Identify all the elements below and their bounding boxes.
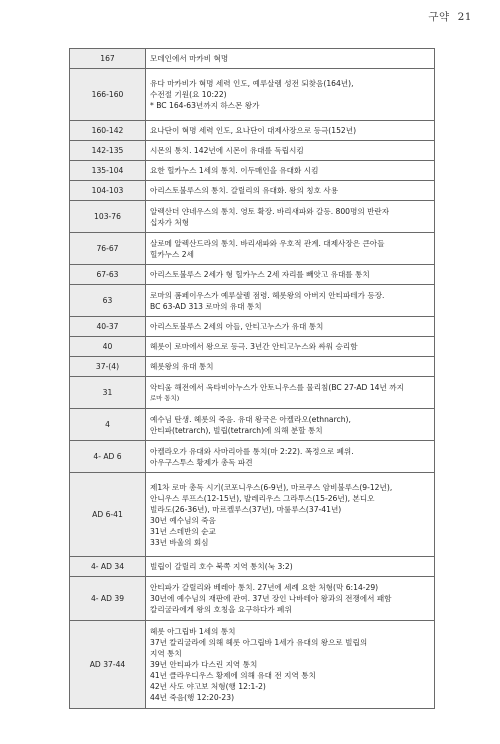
table-row [70,121,435,141]
event-cell [146,121,435,141]
table-row [70,337,435,357]
table-row [70,357,435,377]
year-cell: AD 37-44 [70,621,146,709]
event-line: 빌립이 갈릴리 호수 북쪽 지역 통치(눅 3:2) [150,562,293,571]
event-line: 41년 클라우디우스 황제에 의해 유대 전 지역 통치 [150,671,316,680]
table-row [70,201,435,233]
event-line: 헤롯이 로마에서 왕으로 등극. 3년간 안티고누스와 싸워 승리함 [150,342,358,351]
event-cell [146,621,435,709]
header-book-title: 구약 [428,11,450,23]
running-header [428,9,472,24]
table-row [70,49,435,69]
event-cell [146,285,435,317]
event-line: 요한 힐카누스 1세의 통치. 이두매인을 유대화 시킴 [150,166,319,175]
event-cell [146,337,435,357]
event-line: 요나단이 혁명 세력 인도, 요나단이 대제사장으로 등극(152년) [150,126,357,135]
event-line: 십자가 처형 [150,217,190,227]
event-line: 예수님 탄생. 헤롯의 죽음. 유대 왕국은 아켈라오(ethnarch), [150,414,351,424]
event-line: 제1차 로마 총독 시기(코포니우스(6-9년), 마르쿠스 암비불루스(9-12년), [150,482,393,492]
event-line: 빌라도(26-36년), 마르켈루스(37년), 마룰루스(37-41년) [150,504,342,514]
year-cell: 31 [70,377,146,409]
event-line: 로마 통치) [150,393,180,402]
year-cell: 167 [70,49,146,69]
event-line: 유다 마카비가 혁명 세력 인도, 예루살렘 성전 되찾음(164년), [150,79,354,88]
event-line: 안티파(tetrarch), 빌립(tetrarch)에 의해 분할 통치 [150,425,323,435]
event-line: 39년 안티파가 다스린 지역 통치 [150,660,258,669]
year-cell: 63 [70,285,146,317]
event-cell [146,141,435,161]
table-row [70,161,435,181]
event-line: 아리스토불루스 2세가 형 힐카누스 2세 자리를 빼앗고 유대를 통치 [150,270,370,279]
event-line: 로마의 폼페이우스가 예루살렘 점령. 헤롯왕의 아버지 안티파테가 등장. [150,290,385,300]
table-row [70,577,435,621]
event-line: 30년에 예수님의 재판에 관여. 37년 장인 나바테아 왕과의 전쟁에서 패함 [150,594,392,603]
event-cell [146,265,435,285]
year-cell: 40 [70,337,146,357]
page-number: 21 [457,11,472,23]
table-row [70,377,435,409]
year-cell: 4- AD 34 [70,557,146,577]
event-line: 31년 스데반의 순교 [150,526,216,536]
event-line: 헤롯왕의 유대 통치 [150,362,214,371]
year-cell: 166-160 [70,69,146,121]
year-cell: 104-103 [70,181,146,201]
year-cell: 103-76 [70,201,146,233]
event-cell [146,233,435,265]
event-line: 아리스토불루스의 통치. 갈릴리의 유대화. 왕의 칭호 사용 [150,186,339,195]
event-line: 힐카누스 2세 [150,249,194,259]
event-line: 칼리굴라에게 왕의 호칭을 요구하다가 폐위 [150,605,292,614]
event-line: 아켈라오가 유대와 사마리아를 통치(마 2:22). 폭정으로 폐위. [150,446,354,456]
event-cell [146,69,435,121]
event-cell [146,201,435,233]
event-line: 33년 바울의 회심 [150,537,209,547]
year-cell: 37-(4) [70,357,146,377]
event-line: 악티움 해전에서 옥타비아누스가 안토니우스를 물리침(BC 27-AD 14년 까지 [150,382,404,392]
event-line: 안티파가 갈릴리와 베레아 통치. 27년에 세례 요한 처형(막 6:14-29) [150,583,379,592]
event-line: 시몬의 통치. 142년에 시몬이 유대를 독립시킴 [150,146,304,155]
event-cell [146,357,435,377]
event-line: 아우구스투스 황제가 총독 파견 [150,457,253,467]
year-cell: AD 6-41 [70,473,146,557]
table-row [70,409,435,441]
event-line: 30년 예수님의 죽음 [150,515,216,525]
event-cell [146,409,435,441]
event-line: 44년 죽음(행 12:20-23) [150,693,235,702]
event-line: 지역 통치 [150,649,182,658]
event-line: 37년 칼리굴라에 의해 헤롯 아그립바 1세가 유대의 왕으로 빌립의 [150,638,368,647]
table-row [70,557,435,577]
event-line: * BC 164-63년까지 하스몬 왕가 [150,101,260,110]
event-line: 알렉산더 얀네우스의 통치. 영토 확장. 바리새파와 갈등. 800명의 반란자 [150,206,390,216]
event-line: 헤롯 아그립바 1세의 통치 [150,627,236,636]
event-cell [146,577,435,621]
event-cell [146,377,435,409]
year-cell: 40-37 [70,317,146,337]
year-cell: 76-67 [70,233,146,265]
event-line: 안니우스 루프스(12-15년), 발레리우스 그라투스(15-26년), 본디오 [150,493,375,503]
event-line: 아리스토불루스 2세의 아들, 안티고누스가 유대 통치 [150,322,324,331]
table-row [70,181,435,201]
table-row [70,265,435,285]
year-cell: 4 [70,409,146,441]
year-cell: 4- AD 39 [70,577,146,621]
event-cell [146,473,435,557]
chronology-table-body [70,49,435,709]
event-cell [146,49,435,69]
event-line: BC 63-AD 313 로마의 유대 통치 [150,301,262,311]
year-cell: 67-63 [70,265,146,285]
table-row [70,473,435,557]
event-line: 수전절 기원(요 10:22) [150,90,227,99]
event-line: 42년 사도 야고보 처형(행 12:1-2) [150,682,266,691]
event-cell [146,441,435,473]
table-row [70,317,435,337]
event-cell [146,161,435,181]
event-line: 살로메 알렉산드라의 통치. 바리새파와 우호적 관계. 대제사장은 큰아들 [150,238,385,248]
table-row [70,621,435,709]
event-cell [146,557,435,577]
event-cell [146,317,435,337]
table-row [70,233,435,265]
table-row [70,141,435,161]
event-cell [146,181,435,201]
table-row [70,441,435,473]
chronology-table [69,48,435,709]
year-cell: 160-142 [70,121,146,141]
year-cell: 142-135 [70,141,146,161]
year-cell: 135-104 [70,161,146,181]
year-cell: 4- AD 6 [70,441,146,473]
table-row [70,69,435,121]
table-row [70,285,435,317]
event-line: 모데인에서 마카비 혁명 [150,54,229,63]
